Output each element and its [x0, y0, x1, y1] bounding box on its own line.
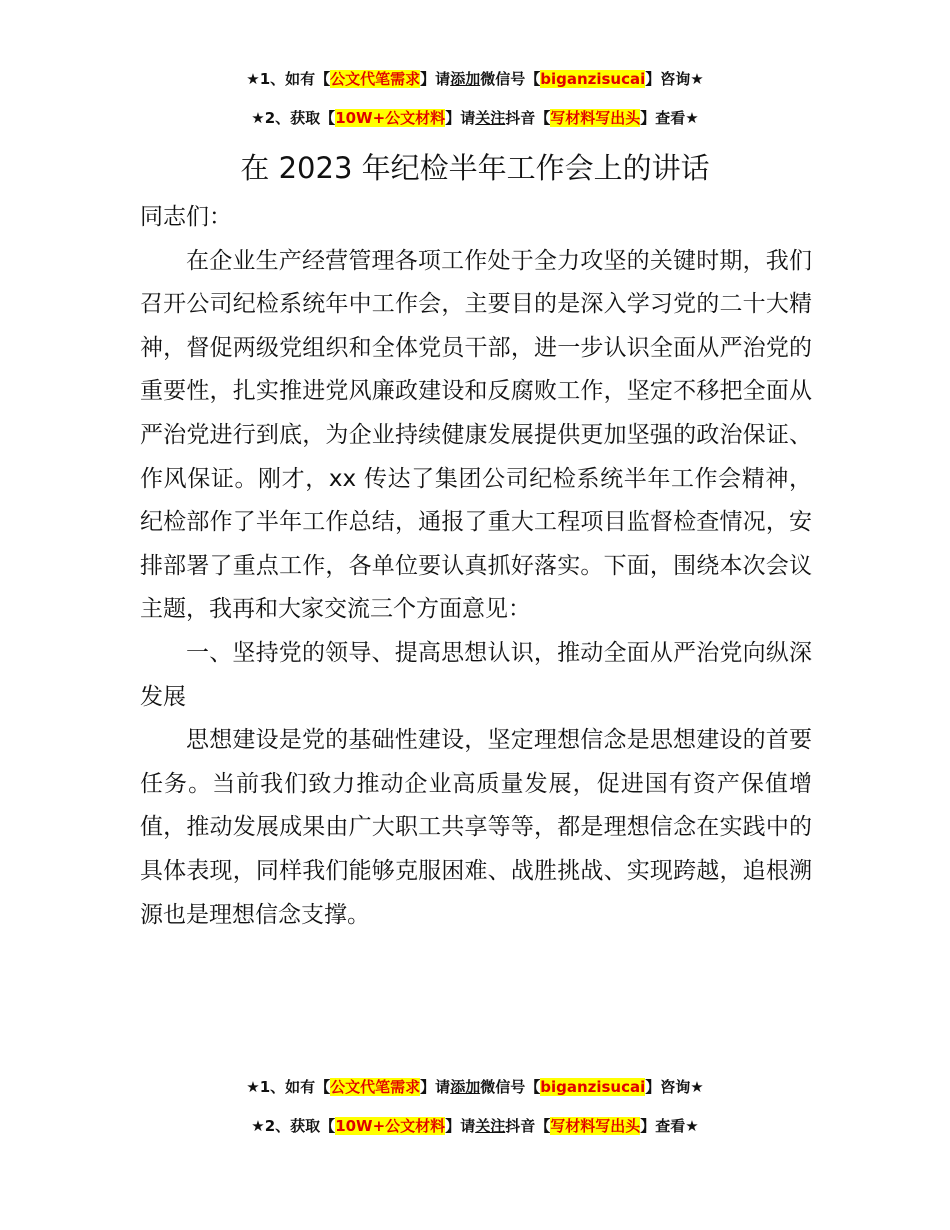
banner-text: 抖音【: [505, 1117, 551, 1135]
banner-highlight: biganzisucai: [540, 70, 646, 88]
banner-text: 】请: [445, 1117, 476, 1135]
banner-highlight: biganzisucai: [540, 1078, 646, 1096]
paragraph: 思想建设是党的基础性建设，坚定理想信念是思想建设的首要任务。当前我们致力推动企业高质量发展，促进国有资产保值增值，推动发展成果由广大职工共享等等，都是理想信念在实践中的具体表现，同样我们能够克服困难、战胜挑战、实现跨越，追根溯源也是理想信念支撑。: [140, 727, 812, 928]
banner-suffix: 】查看★: [640, 1117, 699, 1135]
section-heading: 一、坚持党的领导、提高思想认识，推动全面从严治党向纵深发展: [140, 639, 812, 710]
banner-text: 微信号【: [480, 70, 541, 88]
banner-line-2-bottom: [0, 1115, 950, 1137]
banner-text: 】请: [420, 70, 451, 88]
banner-underlined: 添加: [450, 70, 481, 88]
banner-text: 抖音【: [505, 109, 551, 127]
banner-text: 】请: [420, 1078, 451, 1096]
banner-line-1-bottom: [0, 1076, 950, 1098]
banner-suffix: 】查看★: [640, 109, 699, 127]
paragraph: 在企业生产经营管理各项工作处于全力攻坚的关键时期，我们召开公司纪检系统年中工作会，主要目的是深入学习党的二十大精神，督促两级党组织和全体党员干部，进一步认识全面从严治党的重要性，扎实推进党风廉政建设和反腐败工作，坚定不移把全面从严治党进行到底，为企业持续健康发展提供更加坚强的政治保证、作风保证。刚才，xx 传达了集团公司纪检系统半年工作会精神，纪检部作了半年工作总结，通报了重大工程项目监督检查情况，安排部署了重点工作，各单位要认真抓好落实。下面，围绕本次会议主题，我再和大家交流三个方面意见：: [140, 247, 812, 623]
document-title: 在 2023 年纪检半年工作会上的讲话: [240, 151, 710, 185]
banner-underlined: 关注: [475, 1117, 506, 1135]
banner-prefix: ★2、获取【: [251, 109, 336, 127]
banner-underlined: 关注: [475, 109, 506, 127]
banner-suffix: 】咨询★: [645, 70, 704, 88]
banner-highlight: 10W+公文材料: [335, 109, 446, 127]
banner-highlight: 公文代笔需求: [330, 70, 421, 88]
banner-highlight: 10W+公文材料: [335, 1117, 446, 1135]
banner-highlight: 写材料写出头: [550, 1117, 641, 1135]
banner-line-1-top: [0, 68, 950, 90]
banner-text: 】请: [445, 109, 476, 127]
banner-text: 微信号【: [480, 1078, 541, 1096]
banner-suffix: 】咨询★: [645, 1078, 704, 1096]
banner-line-2-top: [0, 107, 950, 129]
salutation: 同志们：: [140, 204, 232, 230]
banner-prefix: ★1、如有【: [246, 70, 331, 88]
banner-underlined: 添加: [450, 1078, 481, 1096]
banner-highlight: 写材料写出头: [550, 109, 641, 127]
document-body: [140, 196, 812, 937]
banner-highlight: 公文代笔需求: [330, 1078, 421, 1096]
banner-prefix: ★1、如有【: [246, 1078, 331, 1096]
banner-prefix: ★2、获取【: [251, 1117, 336, 1135]
